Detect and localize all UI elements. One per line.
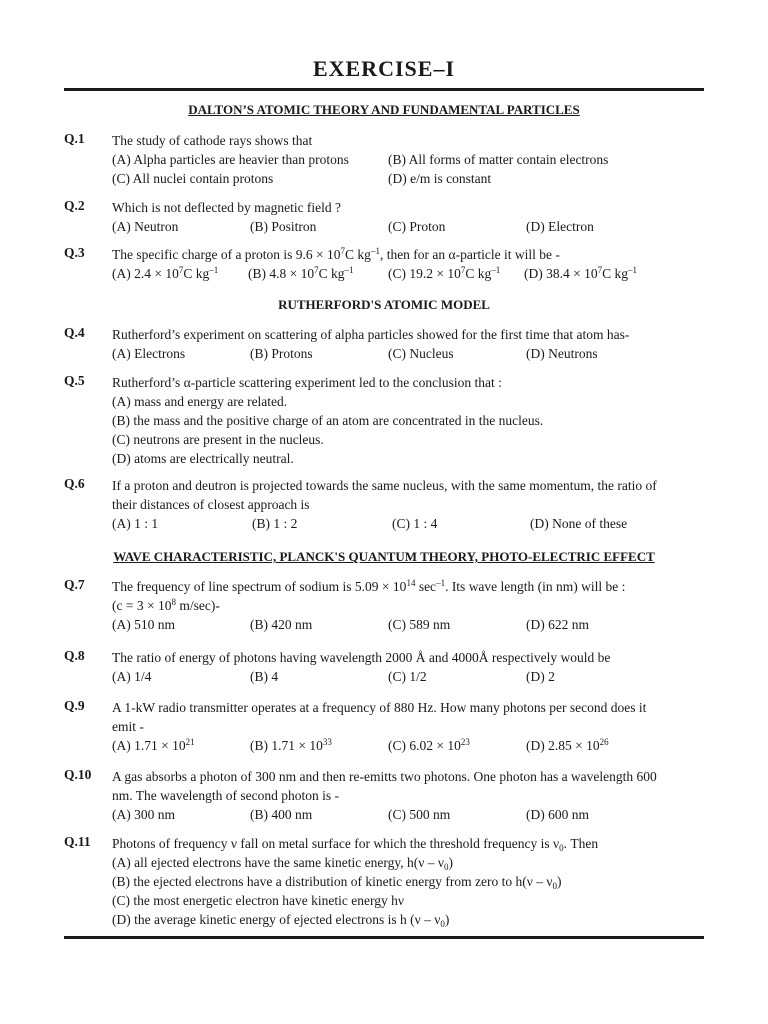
option-a: (A) 1/4 bbox=[112, 669, 152, 684]
question-stem: Which is not deflected by magnetic field ? bbox=[112, 200, 342, 215]
question-number: Q.6 bbox=[64, 476, 85, 491]
question-stem: The ratio of energy of photons having wavelength 2000 Å and 4000Å respectively would be bbox=[112, 650, 611, 665]
page-title: EXERCISE–I bbox=[312, 56, 456, 81]
option-b: (B) 1 : 2 bbox=[252, 516, 298, 531]
option-c: (C) Nucleus bbox=[388, 346, 454, 361]
option-d: (D) 600 nm bbox=[526, 807, 589, 822]
option-c: (C) neutrons are present in the nucleus. bbox=[112, 432, 324, 447]
option-a: (A) $1.71 \times 10^{21}$ bbox=[112, 737, 195, 753]
option-b: (B) Protons bbox=[250, 346, 313, 361]
question-stem: Rutherford’s α-particle scattering experiment led to the conclusion that : bbox=[112, 375, 502, 390]
question-stem-line-1: The frequency of line spectrum of sodium is $5.09 \times 10^{14}$ $\sec^{-1}$. Its wave length (in nm) will be : bbox=[112, 578, 626, 594]
option-c: (C) the most energetic electron have kinetic energy hν bbox=[112, 893, 404, 908]
question-stem: Rutherford’s experiment on scattering of alpha particles showed for the first time that atom has- bbox=[112, 327, 630, 342]
option-d: (D) $2.85 \times 10^{26}$ bbox=[526, 737, 609, 753]
question-stem: The study of cathode rays shows that bbox=[112, 133, 313, 148]
option-b: (B) Positron bbox=[250, 219, 317, 234]
option-a: (A) Alpha particles are heavier than protons bbox=[112, 152, 349, 167]
bottom-rule bbox=[64, 936, 704, 939]
option-b: (B) All forms of matter contain electrons bbox=[388, 152, 609, 167]
option-b: (B) the ejected electrons have a distribution of kinetic energy from zero to $h(\nu - \nu_0)$ bbox=[112, 874, 562, 891]
option-d: (D) 2 bbox=[526, 669, 555, 684]
question-stem: The specific charge of a proton is $9.6 \times 10^7C$ $kg^{-1}$, then for an α-particle it will be - bbox=[112, 246, 560, 262]
option-d: (D) atoms are electrically neutral. bbox=[112, 451, 294, 466]
option-a: (A) 1 : 1 bbox=[112, 516, 159, 531]
question-number: Q.3 bbox=[64, 245, 85, 260]
question-stem-line-1: A gas absorbs a photon of 300 nm and then re-emitts two photons. One photon has a wavelength 600 bbox=[112, 769, 657, 784]
section-heading-wave: WAVE CHARACTERISTIC, PLANCK'S QUANTUM THEORY, PHOTO-ELECTRIC EFFECT bbox=[113, 549, 655, 564]
question-number: Q.4 bbox=[64, 325, 85, 340]
option-a: (A) mass and energy are related. bbox=[112, 394, 288, 409]
option-d: (D) e/m is constant bbox=[388, 171, 492, 186]
question-stem-line-2: their distances of closest approach is bbox=[112, 497, 310, 512]
question-number: Q.8 bbox=[64, 648, 85, 663]
option-d: (D) the average kinetic energy of ejected electrons is h $(\nu - \nu_0)$ bbox=[112, 912, 450, 929]
option-a: (A) 300 nm bbox=[112, 807, 175, 822]
question-stem: Photons of frequency ν fall on metal surface for which the threshold frequency is $\nu_0$. Then bbox=[112, 836, 599, 853]
section-heading-dalton: DALTON’S ATOMIC THEORY AND FUNDAMENTAL PARTICLES bbox=[188, 102, 580, 117]
option-c: (C) 500 nm bbox=[388, 807, 451, 822]
question-stem-line-2: emit - bbox=[112, 719, 144, 734]
question-number: Q.5 bbox=[64, 373, 85, 388]
option-b: (B) 4 bbox=[250, 669, 279, 684]
question-stem-line-1: A 1-kW radio transmitter operates at a frequency of 880 Hz. How many photons per second does it bbox=[112, 700, 647, 715]
question-number: Q.7 bbox=[64, 577, 85, 592]
option-d: (D) None of these bbox=[530, 516, 628, 531]
option-b: (B) $4.8 \times 10^7C$ $kg^{-1}$ bbox=[248, 265, 354, 281]
question-number: Q.10 bbox=[64, 767, 92, 782]
question-stem-line-2: nm. The wavelength of second photon is - bbox=[112, 788, 339, 803]
question-number: Q.9 bbox=[64, 698, 85, 713]
option-b: (B) $1.71 \times 10^{33}$ bbox=[250, 737, 332, 753]
option-c: (C) Proton bbox=[388, 219, 446, 234]
option-d: (D) Electron bbox=[526, 219, 594, 234]
question-number: Q.1 bbox=[64, 131, 85, 146]
question-stem-line-2: ($c = 3 \times 10^8$ m/sec)- bbox=[112, 597, 220, 613]
section-heading-rutherford: RUTHERFORD'S ATOMIC MODEL bbox=[278, 297, 490, 312]
title-rule bbox=[64, 88, 704, 91]
option-d: (D) $38.4 \times 10^7C$ $kg^{-1}$ bbox=[524, 265, 637, 281]
option-a: (A) all ejected electrons have the same kinetic energy, $h(\nu - \nu_0)$ bbox=[112, 855, 453, 872]
option-c: (C) 589 nm bbox=[388, 617, 451, 632]
option-a: (A) 510 nm bbox=[112, 617, 175, 632]
question-number: Q.11 bbox=[64, 834, 91, 849]
question-stem-line-1: If a proton and deutron is projected towards the same nucleus, with the same momentum, the ratio of bbox=[112, 478, 657, 493]
option-b: (B) the mass and the positive charge of an atom are concentrated in the nucleus. bbox=[112, 413, 544, 428]
option-b: (B) 420 nm bbox=[250, 617, 313, 632]
option-c: (C) $19.2 \times 10^7C$ $kg^{-1}$ bbox=[388, 265, 501, 281]
option-a: (A) Neutron bbox=[112, 219, 179, 234]
option-c: (C) $6.02 \times 10^{23}$ bbox=[388, 737, 470, 753]
option-c: (C) 1/2 bbox=[388, 669, 427, 684]
option-b: (B) 400 nm bbox=[250, 807, 313, 822]
question-number: Q.2 bbox=[64, 198, 85, 213]
option-d: (D) 622 nm bbox=[526, 617, 589, 632]
option-c: (C) All nuclei contain protons bbox=[112, 171, 274, 186]
option-a: (A) Electrons bbox=[112, 346, 186, 361]
option-a: (A) $2.4 \times 10^7C$ $kg^{-1}$ bbox=[112, 265, 219, 281]
option-c: (C) 1 : 4 bbox=[392, 516, 438, 531]
option-d: (D) Neutrons bbox=[526, 346, 598, 361]
